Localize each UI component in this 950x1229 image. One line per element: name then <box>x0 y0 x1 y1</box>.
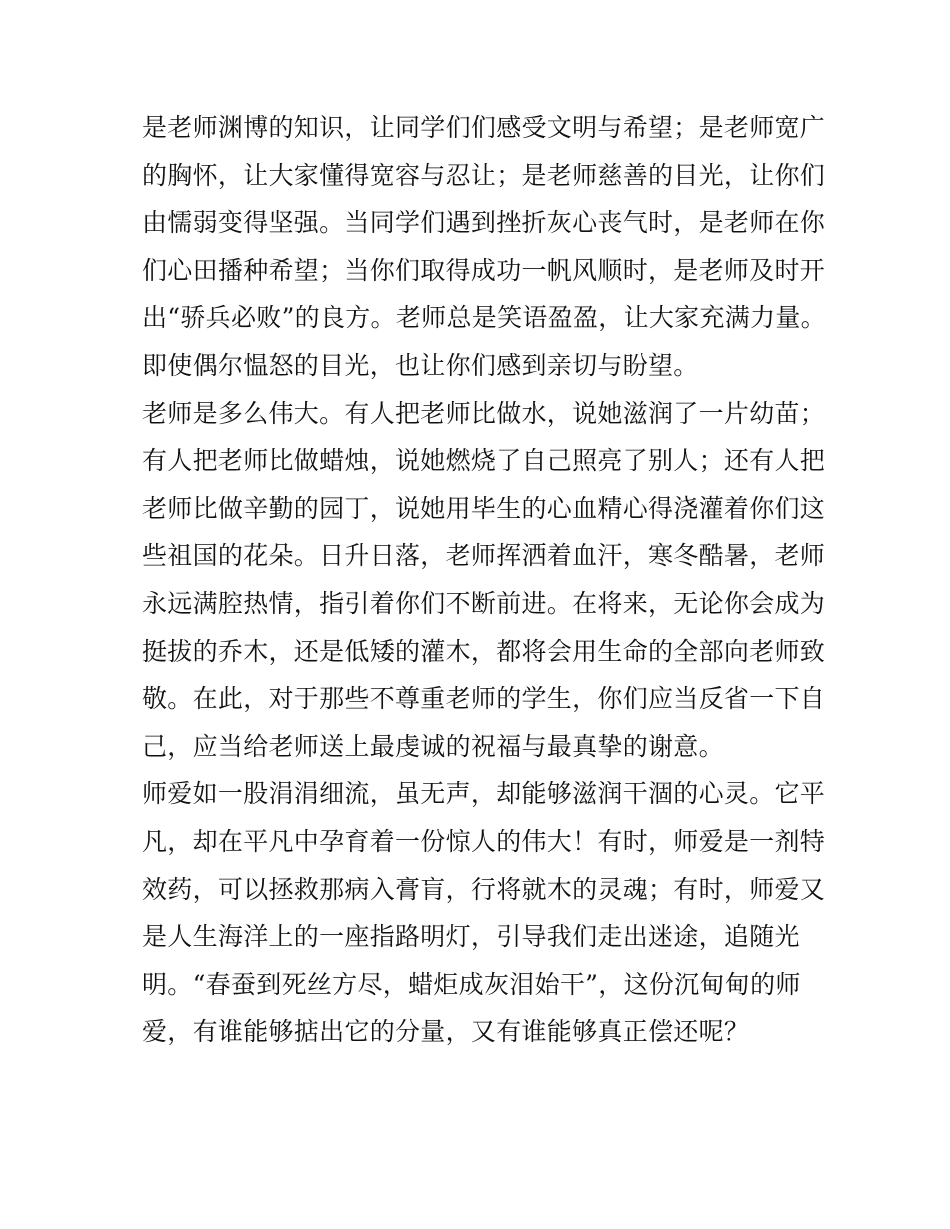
text-line: 些祖国的花朵。日升日落，老师挥洒着血汗，寒冬酷暑，老师 <box>142 541 826 571</box>
text-line: 是老师渊博的知识，让同学们们感受文明与希望；是老师宽广 <box>142 113 826 142</box>
text-line: 的胸怀，让大家懂得宽容与忍让；是老师慈善的目光，让你们 <box>142 160 826 190</box>
text-line: 凡，却在平凡中孕育着一份惊人的伟大！有时，师爱是一剂特 <box>142 826 826 856</box>
text-line: 己，应当给老师送上最虔诚的祝福与最真挚的谢意。 <box>142 731 724 761</box>
text-line: 老师比做辛勤的园丁，说她用毕生的心血精心得浇灌着你们这 <box>142 493 826 523</box>
body-text <box>142 104 826 1056</box>
text-line: 是人生海洋上的一座指路明灯，引导我们走出迷途，追随光 <box>142 922 800 952</box>
text-line: 出“骄兵必败”的良方。老师总是笑语盈盈，让大家充满力量。 <box>142 303 826 333</box>
text-line: 有人把老师比做蜡烛，说她燃烧了自己照亮了别人；还有人把 <box>142 446 826 476</box>
text-line: 效药，可以拯救那病入膏肓，行将就木的灵魂；有时，师爱又 <box>142 874 826 904</box>
text-line: 师爱如一股涓涓细流，虽无声，却能够滋润干涸的心灵。它平 <box>142 779 826 809</box>
text-line: 爱，有谁能够掂出它的分量，又有谁能够真正偿还呢？ <box>142 1017 750 1047</box>
text-line: 永远满腔热情，指引着你们不断前进。在将来，无论你会成为 <box>142 588 826 618</box>
text-line: 由懦弱变得坚强。当同学们遇到挫折灰心丧气时，是老师在你 <box>142 208 826 238</box>
text-line: 挺拔的乔木，还是低矮的灌木，都将会用生命的全部向老师致 <box>142 636 826 666</box>
text-line: 明。“春蚕到死丝方尽，蜡炬成灰泪始干”，这份沉甸甸的师 <box>142 969 801 999</box>
text-line: 敬。在此，对于那些不尊重老师的学生，你们应当反省一下自 <box>142 684 826 714</box>
text-line: 老师是多么伟大。有人把老师比做水，说她滋润了一片幼苗； <box>142 398 826 428</box>
text-line: 们心田播种希望；当你们取得成功一帆风顺时，是老师及时开 <box>142 255 826 285</box>
text-line: 即使偶尔愠怒的目光，也让你们感到亲切与盼望。 <box>142 350 699 380</box>
